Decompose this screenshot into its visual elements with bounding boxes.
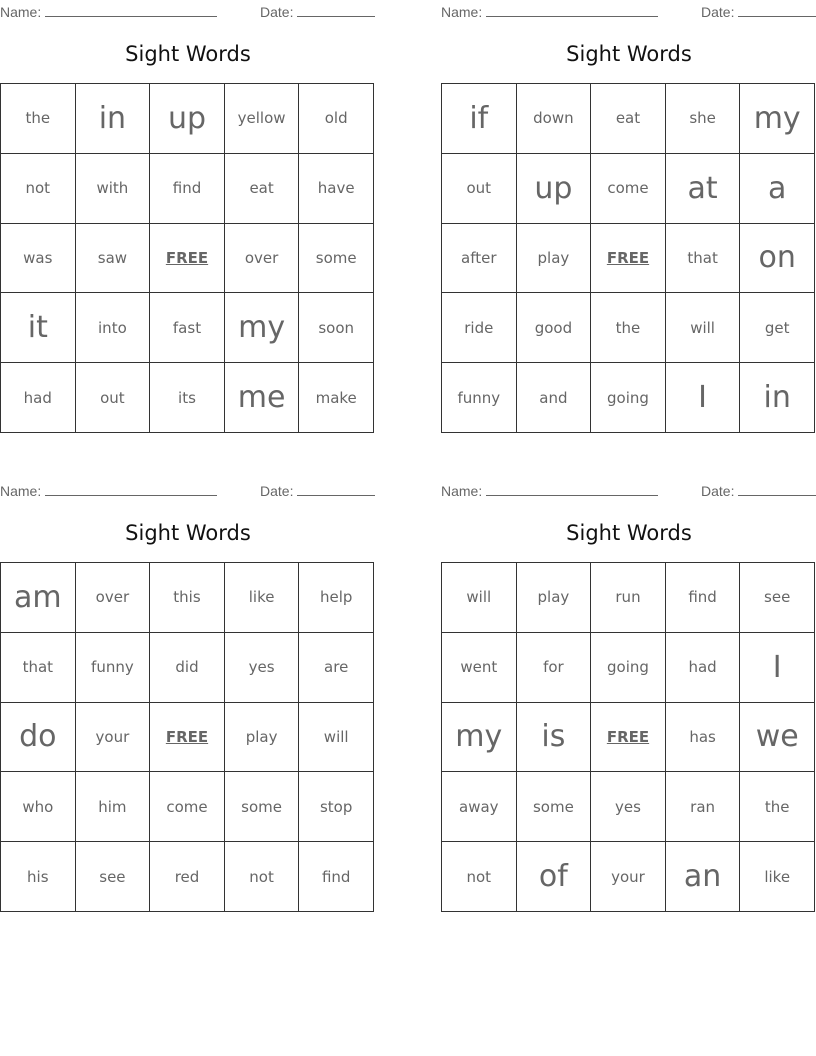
- word-cell[interactable]: the: [740, 772, 815, 842]
- word-cell[interactable]: over: [225, 224, 300, 294]
- word-cell[interactable]: she: [666, 84, 741, 154]
- word-cell[interactable]: find: [666, 563, 741, 633]
- word-cell[interactable]: me: [225, 363, 300, 433]
- date-blank-line[interactable]: [738, 482, 816, 496]
- word-cell[interactable]: fast: [150, 293, 225, 363]
- date-blank-line[interactable]: [297, 482, 375, 496]
- word-cell[interactable]: his: [1, 842, 76, 912]
- card-header: [0, 482, 376, 498]
- name-label: [441, 3, 658, 20]
- word-cell[interactable]: with: [76, 154, 151, 224]
- word-cell[interactable]: see: [740, 563, 815, 633]
- word-cell[interactable]: the: [591, 293, 666, 363]
- free-space-cell[interactable]: FREE: [591, 224, 666, 294]
- bingo-grid: [441, 83, 815, 433]
- word-cell[interactable]: had: [1, 363, 76, 433]
- word-cell[interactable]: come: [150, 772, 225, 842]
- date-label-text: Date:: [701, 4, 735, 20]
- date-label-text: Date:: [260, 483, 294, 499]
- name-label: [0, 482, 217, 499]
- word-cell[interactable]: is: [517, 703, 592, 773]
- word-cell[interactable]: not: [442, 842, 517, 912]
- word-cell[interactable]: eat: [225, 154, 300, 224]
- word-cell[interactable]: away: [442, 772, 517, 842]
- word-cell[interactable]: went: [442, 633, 517, 703]
- word-cell[interactable]: in: [76, 84, 151, 154]
- name-blank-line[interactable]: [486, 3, 658, 17]
- word-cell[interactable]: will: [442, 563, 517, 633]
- word-cell[interactable]: who: [1, 772, 76, 842]
- word-cell[interactable]: see: [76, 842, 151, 912]
- card-header: [0, 3, 376, 19]
- word-cell[interactable]: I: [666, 363, 741, 433]
- word-cell[interactable]: help: [299, 563, 374, 633]
- word-cell[interactable]: will: [299, 703, 374, 773]
- word-cell[interactable]: up: [517, 154, 592, 224]
- word-cell[interactable]: out: [442, 154, 517, 224]
- word-cell[interactable]: this: [150, 563, 225, 633]
- word-cell[interactable]: over: [76, 563, 151, 633]
- word-cell[interactable]: my: [442, 703, 517, 773]
- word-cell[interactable]: funny: [442, 363, 517, 433]
- card-title: Sight Words: [566, 521, 692, 545]
- word-cell[interactable]: play: [517, 563, 592, 633]
- word-cell[interactable]: some: [225, 772, 300, 842]
- word-cell[interactable]: your: [591, 842, 666, 912]
- word-cell[interactable]: your: [76, 703, 151, 773]
- name-label: [0, 3, 217, 20]
- word-cell[interactable]: not: [225, 842, 300, 912]
- date-blank-line[interactable]: [297, 3, 375, 17]
- word-cell[interactable]: play: [517, 224, 592, 294]
- word-cell[interactable]: a: [740, 154, 815, 224]
- word-cell[interactable]: out: [76, 363, 151, 433]
- name-label-text: Name:: [441, 4, 483, 20]
- word-cell[interactable]: ride: [442, 293, 517, 363]
- word-cell[interactable]: that: [666, 224, 741, 294]
- word-cell[interactable]: not: [1, 154, 76, 224]
- word-cell[interactable]: into: [76, 293, 151, 363]
- word-cell[interactable]: some: [517, 772, 592, 842]
- free-space-cell[interactable]: FREE: [591, 703, 666, 773]
- word-cell[interactable]: him: [76, 772, 151, 842]
- word-cell[interactable]: like: [225, 563, 300, 633]
- word-cell[interactable]: come: [591, 154, 666, 224]
- word-cell[interactable]: am: [1, 563, 76, 633]
- card-header: [441, 482, 816, 498]
- word-cell[interactable]: on: [740, 224, 815, 294]
- name-label-text: Name:: [0, 4, 42, 20]
- word-cell[interactable]: funny: [76, 633, 151, 703]
- name-blank-line[interactable]: [486, 482, 658, 496]
- word-cell[interactable]: saw: [76, 224, 151, 294]
- word-cell[interactable]: going: [591, 633, 666, 703]
- word-cell[interactable]: had: [666, 633, 741, 703]
- bingo-grid: [0, 83, 374, 433]
- word-cell[interactable]: at: [666, 154, 741, 224]
- card-title: Sight Words: [125, 42, 251, 66]
- bingo-grid: [0, 562, 374, 912]
- word-cell[interactable]: yes: [225, 633, 300, 703]
- bingo-grid: [441, 562, 815, 912]
- free-space-cell[interactable]: FREE: [150, 224, 225, 294]
- card-title: Sight Words: [566, 42, 692, 66]
- name-blank-line[interactable]: [45, 482, 217, 496]
- word-cell[interactable]: make: [299, 363, 374, 433]
- word-cell[interactable]: of: [517, 842, 592, 912]
- word-cell[interactable]: like: [740, 842, 815, 912]
- word-cell[interactable]: red: [150, 842, 225, 912]
- word-cell[interactable]: stop: [299, 772, 374, 842]
- word-cell[interactable]: soon: [299, 293, 374, 363]
- word-cell[interactable]: after: [442, 224, 517, 294]
- date-label-text: Date:: [701, 483, 735, 499]
- date-label: [260, 3, 375, 20]
- word-cell[interactable]: do: [1, 703, 76, 773]
- word-cell[interactable]: find: [150, 154, 225, 224]
- word-cell[interactable]: run: [591, 563, 666, 633]
- name-label-text: Name:: [441, 483, 483, 499]
- word-cell[interactable]: ran: [666, 772, 741, 842]
- card-title: Sight Words: [125, 521, 251, 545]
- word-cell[interactable]: will: [666, 293, 741, 363]
- date-label-text: Date:: [260, 4, 294, 20]
- word-cell[interactable]: that: [1, 633, 76, 703]
- word-cell[interactable]: its: [150, 363, 225, 433]
- word-cell[interactable]: and: [517, 363, 592, 433]
- word-cell[interactable]: good: [517, 293, 592, 363]
- word-cell[interactable]: old: [299, 84, 374, 154]
- word-cell[interactable]: did: [150, 633, 225, 703]
- date-label: [701, 3, 816, 20]
- word-cell[interactable]: are: [299, 633, 374, 703]
- word-cell[interactable]: yellow: [225, 84, 300, 154]
- word-cell[interactable]: get: [740, 293, 815, 363]
- word-cell[interactable]: has: [666, 703, 741, 773]
- word-cell[interactable]: down: [517, 84, 592, 154]
- word-cell[interactable]: we: [740, 703, 815, 773]
- word-cell[interactable]: for: [517, 633, 592, 703]
- word-cell[interactable]: my: [740, 84, 815, 154]
- word-cell[interactable]: have: [299, 154, 374, 224]
- word-cell[interactable]: yes: [591, 772, 666, 842]
- word-cell[interactable]: was: [1, 224, 76, 294]
- card-header: [441, 3, 816, 19]
- name-label-text: Name:: [0, 483, 42, 499]
- free-space-cell[interactable]: FREE: [150, 703, 225, 773]
- word-cell[interactable]: an: [666, 842, 741, 912]
- word-cell[interactable]: if: [442, 84, 517, 154]
- word-cell[interactable]: the: [1, 84, 76, 154]
- word-cell[interactable]: it: [1, 293, 76, 363]
- name-label: [441, 482, 658, 499]
- word-cell[interactable]: I: [740, 633, 815, 703]
- date-label: [260, 482, 375, 499]
- word-cell[interactable]: find: [299, 842, 374, 912]
- word-cell[interactable]: some: [299, 224, 374, 294]
- word-cell[interactable]: going: [591, 363, 666, 433]
- name-blank-line[interactable]: [45, 3, 217, 17]
- date-blank-line[interactable]: [738, 3, 816, 17]
- date-label: [701, 482, 816, 499]
- word-cell[interactable]: my: [225, 293, 300, 363]
- word-cell[interactable]: up: [150, 84, 225, 154]
- word-cell[interactable]: play: [225, 703, 300, 773]
- word-cell[interactable]: eat: [591, 84, 666, 154]
- word-cell[interactable]: in: [740, 363, 815, 433]
